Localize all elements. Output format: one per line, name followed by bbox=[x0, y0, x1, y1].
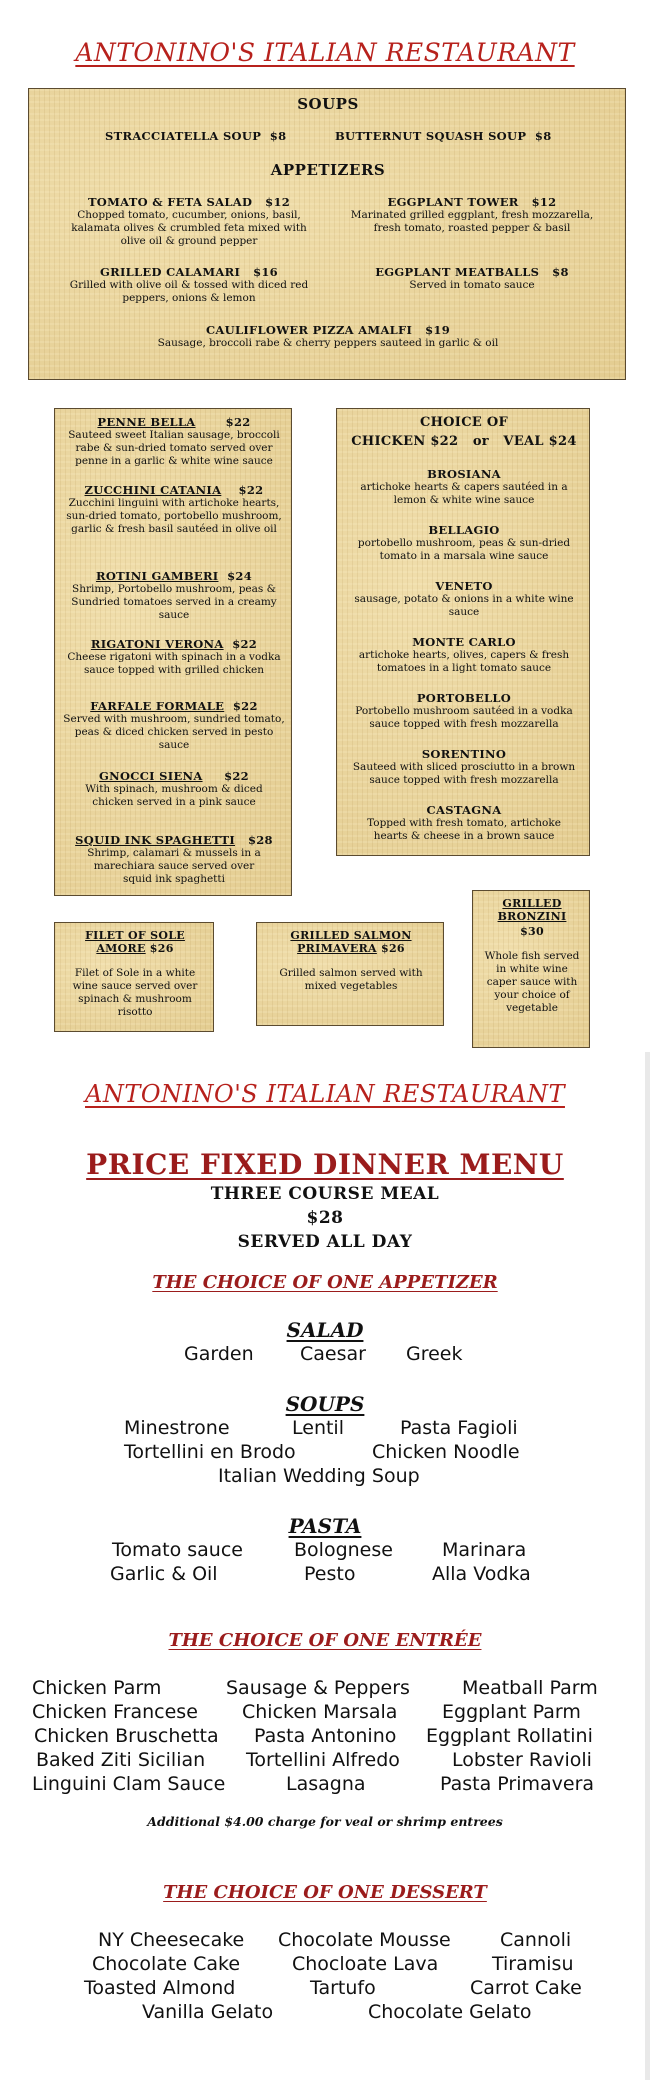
appetizer-name: GRILLED CALAMARI bbox=[100, 265, 241, 279]
soup-option: Chicken Noodle bbox=[372, 1441, 520, 1463]
pasta-desc: Shrimp, calamari & mussels in a marechiara sauce served over squid ink spaghetti bbox=[87, 847, 261, 885]
preparation-item bbox=[337, 635, 591, 675]
appetizer-price: $8 bbox=[552, 265, 569, 279]
pasta-price: $22 bbox=[232, 699, 258, 713]
salad-option: Greek bbox=[406, 1343, 463, 1365]
pasta-item bbox=[55, 569, 293, 622]
sole-desc: Filet of Sole in a white wine sauce served over spinach & mushroom risotto bbox=[72, 967, 198, 1018]
pasta-option: Marinara bbox=[442, 1539, 527, 1561]
page-edge bbox=[645, 1052, 650, 2080]
salad-option: Garden bbox=[184, 1343, 254, 1365]
soup-price: $8 bbox=[534, 129, 552, 143]
pasta-price: $22 bbox=[224, 769, 249, 783]
salmon-price: $26 bbox=[381, 942, 405, 955]
appetizer-name: TOMATO & FETA SALAD bbox=[87, 195, 253, 209]
preparation-desc: Portobello mushroom sautéed in a vodka sauce topped with fresh mozzarella bbox=[355, 705, 573, 730]
pasta-item bbox=[55, 699, 293, 752]
salmon-panel bbox=[256, 922, 444, 1026]
preparation-desc: sausage, potato & onions in a white wine sauce bbox=[354, 593, 574, 618]
choice-header-line1: CHOICE OF bbox=[419, 415, 509, 430]
pasta-option: Alla Vodka bbox=[432, 1563, 531, 1585]
dessert-option: NY Cheesecake bbox=[98, 1929, 245, 1951]
entree-option: Linguini Clam Sauce bbox=[32, 1773, 226, 1795]
choice-header-line2: CHICKEN $22 or VEAL $24 bbox=[351, 434, 577, 449]
appetizer-price: $19 bbox=[425, 323, 451, 337]
chicken-veal-panel bbox=[336, 408, 590, 856]
dessert-option: Chocolate Cake bbox=[92, 1953, 241, 1975]
appetizer-choice-header: THE CHOICE OF ONE APPETIZER bbox=[152, 1272, 498, 1293]
sole-name-2: AMORE bbox=[96, 942, 146, 955]
pasta-panel bbox=[54, 408, 292, 896]
appetizer-name: EGGPLANT MEATBALLS bbox=[375, 265, 540, 279]
dessert-option: Vanilla Gelato bbox=[142, 2001, 274, 2023]
salmon-name: GRILLED SALMON bbox=[290, 929, 412, 942]
pasta-price: $22 bbox=[238, 483, 264, 497]
sole-price: $26 bbox=[149, 942, 174, 955]
preparation-name: PORTOBELLO bbox=[416, 691, 512, 705]
bronzini-name: GRILLED bbox=[502, 897, 562, 910]
appetizer-desc: Marinated grilled eggplant, fresh mozzarella, fresh tomato, roasted pepper & basil bbox=[350, 209, 594, 234]
salmon-desc: Grilled salmon served with mixed vegetables bbox=[279, 967, 423, 992]
dessert-option: Tiramisu bbox=[492, 1953, 574, 1975]
preparation-name: SORENTINO bbox=[421, 747, 507, 761]
soup-option: Italian Wedding Soup bbox=[218, 1465, 420, 1487]
pasta-item bbox=[55, 483, 293, 536]
appetizer-item bbox=[69, 265, 309, 305]
preparation-desc: portobello mushroom, peas & sun-dried tomato in a marsala wine sauce bbox=[357, 537, 571, 562]
appetizer-price: $12 bbox=[265, 195, 291, 209]
pasta-desc: Cheese rigatoni with spinach in a vodka sauce topped with grilled chicken bbox=[67, 651, 281, 676]
entree-option: Chicken Bruschetta bbox=[34, 1725, 219, 1747]
preparation-desc: artichoke hearts & capers sautéed in a lemon & white wine sauce bbox=[360, 481, 568, 506]
appetizer-desc: Served in tomato sauce bbox=[409, 279, 535, 291]
entree-choice-header: THE CHOICE OF ONE ENTRÉE bbox=[168, 1630, 482, 1651]
restaurant-title-2: ANTONINO'S ITALIAN RESTAURANT bbox=[85, 1080, 565, 1108]
salad-header: SALAD bbox=[286, 1318, 364, 1342]
entree-option: Lobster Ravioli bbox=[452, 1749, 592, 1771]
pasta-price: $22 bbox=[232, 637, 258, 651]
dessert-option: Chocloate Lava bbox=[292, 1953, 439, 1975]
pasta-item bbox=[55, 833, 293, 886]
preparation-item bbox=[337, 803, 591, 843]
appetizer-desc: Sausage, broccoli rabe & cherry peppers sauteed in garlic & oil bbox=[157, 337, 499, 349]
sole-name: FILET OF SOLE bbox=[85, 929, 185, 942]
entree-option: Chicken Parm bbox=[32, 1677, 162, 1699]
appetizer-item bbox=[69, 323, 587, 350]
dessert-option: Chocolate Gelato bbox=[368, 2001, 532, 2023]
preparation-name: BELLAGIO bbox=[428, 523, 500, 537]
soup-option: Tortellini en Brodo bbox=[124, 1441, 296, 1463]
preparation-item bbox=[337, 523, 591, 563]
sole-panel bbox=[54, 922, 214, 1032]
pasta-option: Garlic & Oil bbox=[110, 1563, 218, 1585]
entree-option: Eggplant Parm bbox=[442, 1701, 581, 1723]
entree-option: Pasta Antonino bbox=[254, 1725, 397, 1747]
bronzini-name-2: BRONZINI bbox=[497, 910, 567, 923]
preparation-item bbox=[337, 467, 591, 507]
soup-option: Minestrone bbox=[124, 1417, 230, 1439]
appetizer-desc: Grilled with olive oil & tossed with diced red peppers, onions & lemon bbox=[69, 279, 309, 304]
pasta-option: Pesto bbox=[304, 1563, 356, 1585]
restaurant-title: ANTONINO'S ITALIAN RESTAURANT bbox=[75, 38, 575, 67]
appetizer-name: CAULIFLOWER PIZZA AMALFI bbox=[205, 323, 413, 337]
entree-option: Chicken Marsala bbox=[242, 1701, 398, 1723]
preparation-item bbox=[337, 691, 591, 731]
dessert-choice-header: THE CHOICE OF ONE DESSERT bbox=[163, 1882, 487, 1903]
pasta-item bbox=[55, 415, 293, 468]
appetizer-name: EGGPLANT TOWER bbox=[387, 195, 519, 209]
pasta-item bbox=[55, 769, 293, 809]
preparation-desc: Sauteed with sliced prosciutto in a brown sauce topped with fresh mozzarella bbox=[352, 761, 576, 786]
soup-name: BUTTERNUT SQUASH SOUP bbox=[335, 129, 527, 143]
dessert-option: Chocolate Mousse bbox=[278, 1929, 451, 1951]
entree-option: Meatball Parm bbox=[462, 1677, 598, 1699]
pasta-desc: Zucchini linguini with artichoke hearts, sun-dried tomato, portobello mushroom, garlic & fresh basil sautéed in olive oil bbox=[66, 497, 282, 535]
preparation-name: VENETO bbox=[435, 579, 493, 593]
entree-option: Tortellini Alfredo bbox=[246, 1749, 400, 1771]
pasta-item bbox=[55, 637, 293, 677]
pasta-price: $22 bbox=[225, 415, 251, 429]
prix-fixe-line3: SERVED ALL DAY bbox=[237, 1232, 413, 1252]
appetizer-item bbox=[69, 195, 309, 248]
pasta-name: PENNE BELLA bbox=[97, 415, 196, 429]
preparation-desc: artichoke hearts, olives, capers & fresh tomatoes in a light tomato sauce bbox=[358, 649, 570, 674]
soups-header: SOUPS bbox=[297, 95, 359, 113]
pasta-price: $28 bbox=[247, 833, 273, 847]
entree-note: Additional $4.00 charge for veal or shrimp entrees bbox=[147, 1814, 503, 1829]
pasta-name: GNOCCI SIENA bbox=[99, 769, 203, 783]
preparation-item bbox=[337, 747, 591, 787]
entree-option: Baked Ziti Sicilian bbox=[36, 1749, 206, 1771]
soup-item bbox=[105, 129, 286, 143]
pasta-desc: Served with mushroom, sundried tomato, peas & diced chicken served in pesto sauce bbox=[63, 713, 285, 751]
preparation-desc: Topped with fresh tomato, artichoke hearts & cheese in a brown sauce bbox=[367, 817, 561, 842]
soups-header-2: SOUPS bbox=[285, 1392, 365, 1416]
salmon-name-2: PRIMAVERA bbox=[297, 942, 377, 955]
entree-option: Chicken Francese bbox=[32, 1701, 198, 1723]
soup-name: STRACCIATELLA SOUP bbox=[105, 129, 262, 143]
soups-appetizers-panel bbox=[28, 88, 626, 380]
soup-item bbox=[335, 129, 552, 143]
pasta-desc: With spinach, mushroom & diced chicken served in a pink sauce bbox=[85, 783, 263, 808]
pasta-name: ZUCCHINI CATANIA bbox=[84, 483, 222, 497]
bronzini-price: $30 bbox=[520, 925, 544, 938]
soup-option: Lentil bbox=[292, 1417, 344, 1439]
dessert-option: Tartufo bbox=[310, 1977, 376, 1999]
preparation-name: BROSIANA bbox=[427, 467, 501, 481]
preparation-name: CASTAGNA bbox=[426, 803, 502, 817]
appetizer-price: $12 bbox=[531, 195, 557, 209]
entree-option: Eggplant Rollatini bbox=[426, 1725, 593, 1747]
prix-fixe-title: PRICE FIXED DINNER MENU bbox=[86, 1148, 564, 1181]
pasta-desc: Sauteed sweet Italian sausage, broccoli rabe & sun-dried tomato served over penne in a garlic & white wine sauce bbox=[68, 429, 280, 467]
pasta-option: Bolognese bbox=[294, 1539, 393, 1561]
appetizers-header: APPETIZERS bbox=[270, 161, 386, 179]
pasta-option: Tomato sauce bbox=[112, 1539, 243, 1561]
bronzini-desc: Whole fish served in white wine caper sauce with your choice of vegetable bbox=[484, 950, 580, 1014]
salad-option: Caesar bbox=[300, 1343, 366, 1365]
pasta-price: $24 bbox=[227, 569, 253, 583]
pasta-desc: Shrimp, Portobello mushroom, peas & Sundried tomatoes served in a creamy sauce bbox=[71, 583, 277, 621]
appetizer-item bbox=[347, 195, 597, 235]
pasta-name: SQUID INK SPAGHETTI bbox=[75, 833, 236, 847]
entree-option: Sausage & Peppers bbox=[226, 1677, 410, 1699]
appetizer-price: $16 bbox=[253, 265, 278, 279]
pasta-name: FARFALE FORMALE bbox=[90, 699, 225, 713]
soup-option: Pasta Fagioli bbox=[400, 1417, 518, 1439]
preparation-item bbox=[337, 579, 591, 619]
dessert-option: Toasted Almond bbox=[84, 1977, 236, 1999]
dessert-option: Cannoli bbox=[500, 1929, 572, 1951]
pasta-header-2: PASTA bbox=[288, 1514, 362, 1538]
preparation-name: MONTE CARLO bbox=[412, 635, 516, 649]
dessert-option: Carrot Cake bbox=[470, 1977, 582, 1999]
prix-fixe-line1: THREE COURSE MEAL bbox=[210, 1184, 440, 1204]
appetizer-item bbox=[347, 265, 597, 292]
pasta-name: ROTINI GAMBERI bbox=[95, 569, 219, 583]
appetizer-desc: Chopped tomato, cucumber, onions, basil, kalamata olives & crumbled feta mixed with olive oil & ground pepper bbox=[71, 209, 307, 247]
entree-option: Lasagna bbox=[286, 1773, 366, 1795]
choice-header bbox=[337, 415, 591, 449]
soup-price: $8 bbox=[269, 129, 287, 143]
entree-option: Pasta Primavera bbox=[440, 1773, 595, 1795]
bronzini-panel bbox=[472, 890, 590, 1048]
pasta-name: RIGATONI VERONA bbox=[90, 637, 224, 651]
prix-fixe-price: $28 bbox=[306, 1208, 344, 1228]
